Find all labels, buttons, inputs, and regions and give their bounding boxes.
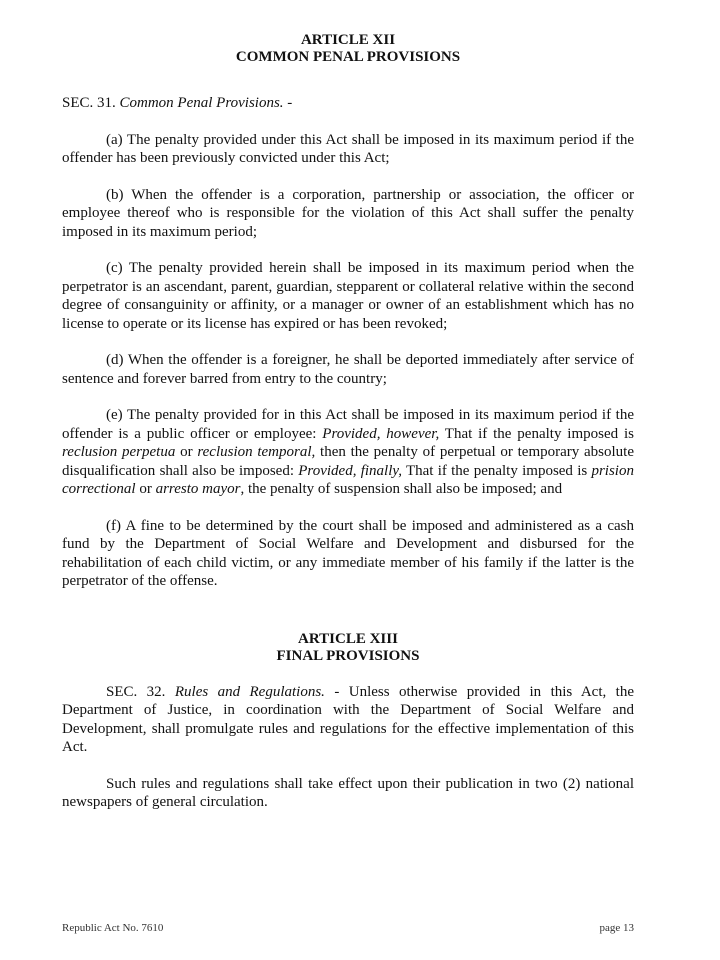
- paragraph-e-text-2: That if the penalty imposed is: [439, 425, 634, 442]
- page-footer: [62, 922, 634, 934]
- section-32-paragraph: [62, 683, 634, 757]
- paragraph-e-italic-3: reclusion temporal,: [197, 444, 316, 460]
- footer-act-number: Republic Act No. 7610: [62, 922, 164, 934]
- document-page: [62, 32, 634, 812]
- article-12-number: ARTICLE XII: [300, 32, 396, 48]
- paragraph-e-italic-5: prision correctional: [62, 462, 634, 497]
- article-12-heading: [62, 32, 634, 66]
- paragraph-e-text-1: (e) The penalty provided for in this Act shall be imposed in its maximum period if the offender is a public officer or employee:: [62, 407, 634, 442]
- section-31-dash: -: [283, 95, 293, 111]
- paragraph-e-text-7: , the penalty of suspension shall also be imposed; and: [240, 481, 563, 497]
- paragraph-c: (c) The penalty provided herein shall be imposed in its maximum period when the perpetrator is an ascendant, parent, guardian, stepparent or collateral relative within the second degree of consanguinity or affinity, or a manager or owner of an establishment which has no license to operate or its license has expired or has been revoked;: [62, 260, 634, 332]
- article-13-number: ARTICLE XIII: [298, 630, 398, 647]
- paragraph-e-italic-1: Provided, however,: [322, 425, 440, 442]
- article-13-title: FINAL PROVISIONS: [276, 647, 420, 664]
- paragraph-e-italic-2: reclusion perpetua: [62, 444, 176, 460]
- section-32-body: - Unless otherwise provided in this Act, the Department of Justice, in coordination with the Department of Social Welfare and Development, shall promulgate rules and regulations for the effective implementation of this Act.: [62, 683, 634, 755]
- paragraph-e-text-4: then the penalty of perpetual or temporary absolute disqualification shall also be imposed:: [62, 444, 634, 479]
- section-31-title: Common Penal Provisions.: [119, 95, 284, 111]
- closing-paragraph: Such rules and regulations shall take effect upon their publication in two (2) national newspapers of general circulation.: [62, 775, 634, 810]
- article-13-heading: [62, 631, 634, 665]
- paragraph-e-italic-4: Provided, finally,: [298, 462, 402, 479]
- paragraph-f: (f) A fine to be determined by the court shall be imposed and administered as a cash fund by the Department of Social Welfare and Development and disbursed for the rehabilitation of each child victim, or any immediate member of his family if the latter is the perpetrator of the offense.: [62, 517, 634, 589]
- paragraph-e: [62, 406, 634, 499]
- paragraph-e-text-3: or: [175, 444, 198, 460]
- section-31-heading: [62, 94, 634, 113]
- paragraph-b: (b) When the offender is a corporation, partnership or association, the officer or employee thereof who is responsible for the violation of this Act shall suffer the penalty imposed in its maximum period;: [62, 186, 634, 240]
- paragraph-e-text-6: or: [135, 481, 156, 497]
- section-32-title: Rules and Regulations.: [174, 683, 325, 700]
- paragraph-e-text-5: That if the penalty imposed is: [401, 462, 592, 479]
- paragraph-d: (d) When the offender is a foreigner, he shall be deported immediately after service of sentence and forever barred from entry to the country;: [62, 352, 634, 387]
- section-31-label: SEC. 31.: [62, 95, 116, 111]
- article-12-title: COMMON PENAL PROVISIONS: [235, 49, 461, 65]
- footer-page-number: page 13: [599, 922, 634, 934]
- paragraph-a: (a) The penalty provided under this Act shall be imposed in its maximum period if the offender has been previously convicted under this Act;: [62, 131, 634, 166]
- paragraph-e-italic-6: arresto mayor: [155, 481, 241, 497]
- section-32-label: SEC. 32.: [106, 683, 166, 700]
